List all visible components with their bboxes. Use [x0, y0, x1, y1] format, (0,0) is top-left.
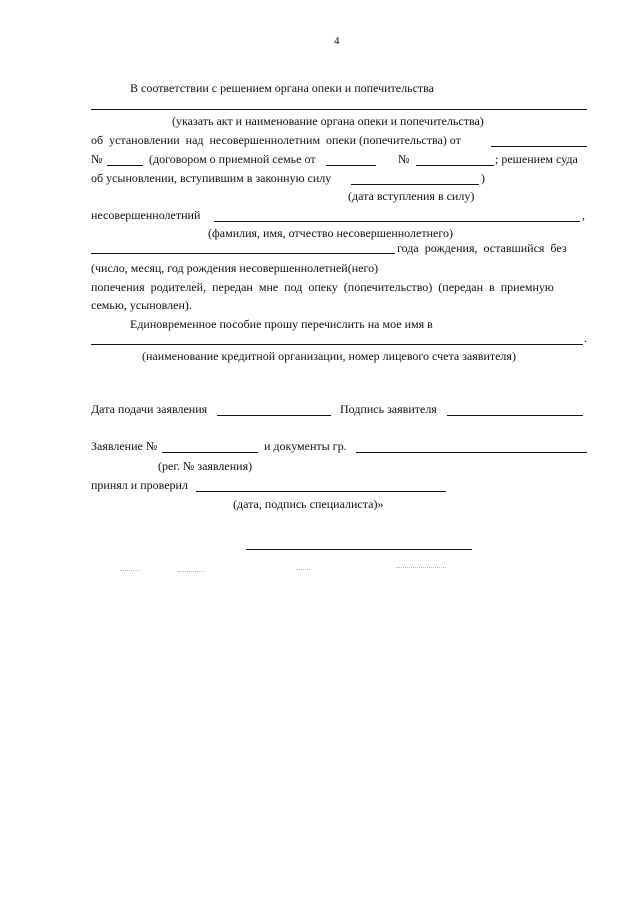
- scan-artifact: [396, 567, 446, 568]
- foster-line: (договором о приемной семье от: [149, 152, 316, 166]
- guardianship-line: об установлении над несовершеннолетним опеки (попечительства) от: [91, 133, 461, 147]
- minor-name-blank: [214, 221, 580, 222]
- page-number: 4: [334, 35, 340, 47]
- guardianship-authority-blank: [91, 109, 587, 110]
- care-line-1: попечения родителей, передан мне под опеку (попечительство) (передан в приемную: [91, 280, 554, 294]
- submit-date-blank: [217, 415, 331, 416]
- close-paren: ): [481, 171, 485, 185]
- minor-label: несовершеннолетний: [91, 208, 201, 222]
- accepted-label: принял и проверил: [91, 478, 188, 492]
- bank-account-period: .: [584, 331, 587, 345]
- bank-hint: (наименование кредитной организации, номер лицевого счета заявителя): [142, 349, 516, 363]
- birth-hint: (число, месяц, год рождения несовершеннолетней(него): [91, 261, 379, 275]
- court-line: ; решением суда: [495, 152, 578, 166]
- name-hint: (фамилия, имя, отчество несовершеннолетнего): [208, 226, 453, 240]
- applicant-name-blank: [356, 452, 587, 453]
- care-line-2: семью, усыновлен).: [91, 298, 192, 312]
- foster-number-blank: [416, 165, 494, 166]
- signature-blank: [447, 415, 583, 416]
- bank-account-blank: [91, 344, 583, 345]
- specialist-hint: (дата, подпись специалиста)»: [233, 497, 384, 511]
- date-hint: (дата вступления в силу): [348, 189, 475, 203]
- number-sign: №: [91, 152, 103, 166]
- scan-artifact: [178, 571, 204, 572]
- foster-number-sign: №: [398, 152, 410, 166]
- foster-date-blank: [326, 165, 376, 166]
- submit-date-label: Дата подачи заявления: [91, 402, 208, 416]
- decision-number-blank: [107, 165, 143, 166]
- scan-artifact: [296, 569, 310, 570]
- reg-hint: (рег. № заявления): [158, 459, 253, 473]
- signature-label: Подпись заявителя: [340, 402, 437, 416]
- documents-label: и документы гр.: [264, 439, 347, 453]
- minor-name-comma: ,: [582, 208, 585, 222]
- scan-artifact: [120, 570, 140, 571]
- birth-year-text: года рождения, оставшийся без: [397, 241, 567, 255]
- birth-date-blank: [91, 253, 395, 254]
- payment-request: Единовременное пособие прошу перечислить на мое имя в: [130, 317, 433, 331]
- guardianship-date-blank: [491, 146, 587, 147]
- application-no-label: Заявление №: [91, 439, 158, 453]
- act-hint: (указать акт и наименование органа опеки и попечительства): [172, 114, 484, 128]
- application-no-blank: [162, 452, 258, 453]
- adoption-line: об усыновлении, вступившим в законную силу: [91, 171, 332, 185]
- closing-rule: [246, 549, 472, 550]
- intro-text: В соответствии с решением органа опеки и попечительства: [130, 81, 434, 95]
- legal-force-date-blank: [351, 184, 479, 185]
- specialist-blank: [196, 491, 446, 492]
